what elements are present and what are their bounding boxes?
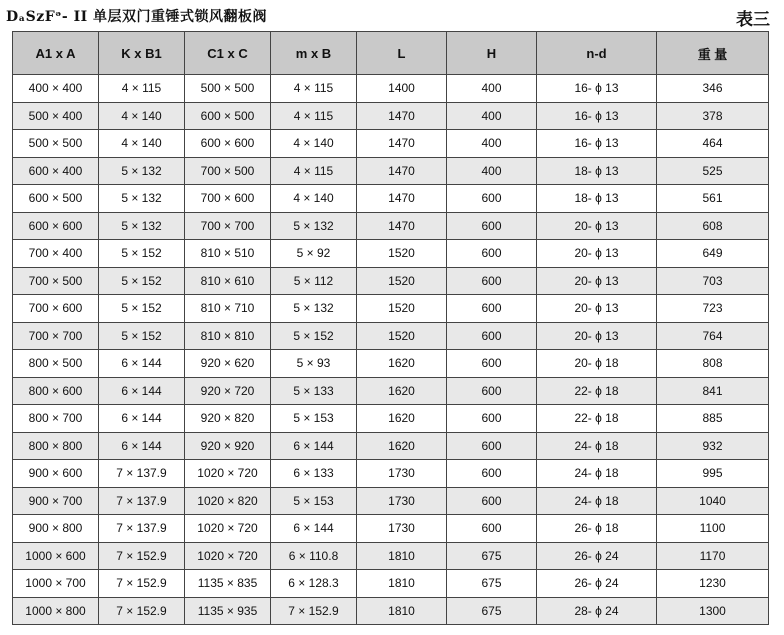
- table-cell: 500 × 500: [13, 130, 99, 158]
- table-row: [13, 240, 769, 268]
- table-cell: 5 × 112: [271, 267, 357, 295]
- table-cell: 1020 × 720: [185, 515, 271, 543]
- table-cell: 5 × 152: [99, 267, 185, 295]
- table-cell: 1135 × 835: [185, 570, 271, 598]
- table-cell: 4 × 140: [99, 130, 185, 158]
- table-row: [13, 487, 769, 515]
- table-cell: 800 × 500: [13, 350, 99, 378]
- table-cell: 841: [657, 377, 769, 405]
- table-cell: 1620: [357, 432, 447, 460]
- table-cell: 920 × 720: [185, 377, 271, 405]
- table-cell: 920 × 820: [185, 405, 271, 433]
- table-cell: 1620: [357, 350, 447, 378]
- table-cell: 1520: [357, 322, 447, 350]
- table-cell: 1100: [657, 515, 769, 543]
- table-row: [13, 130, 769, 158]
- table-cell: 995: [657, 460, 769, 488]
- table-cell: 800 × 600: [13, 377, 99, 405]
- table-cell: 1040: [657, 487, 769, 515]
- table-cell: 1810: [357, 597, 447, 625]
- table-row: [13, 75, 769, 103]
- table-cell: 5 × 133: [271, 377, 357, 405]
- table-cell: 703: [657, 267, 769, 295]
- table-cell: 1520: [357, 267, 447, 295]
- table-cell: 932: [657, 432, 769, 460]
- table-cell: 464: [657, 130, 769, 158]
- table-cell: 5 × 153: [271, 405, 357, 433]
- table-cell: 1470: [357, 157, 447, 185]
- table-cell: 1020 × 820: [185, 487, 271, 515]
- table-cell: 600: [447, 240, 537, 268]
- table-cell: 24- ϕ 18: [537, 460, 657, 488]
- table-row: [13, 570, 769, 598]
- table-cell: 900 × 700: [13, 487, 99, 515]
- table-row: [13, 212, 769, 240]
- table-cell: 900 × 800: [13, 515, 99, 543]
- table-cell: 600 × 600: [13, 212, 99, 240]
- table-cell: 1000 × 700: [13, 570, 99, 598]
- table-cell: 1620: [357, 377, 447, 405]
- table-cell: 6 × 128.3: [271, 570, 357, 598]
- table-cell: 5 × 132: [271, 295, 357, 323]
- table-cell: 600 × 500: [13, 185, 99, 213]
- table-cell: 22- ϕ 18: [537, 377, 657, 405]
- table-cell: 18- ϕ 13: [537, 157, 657, 185]
- table-cell: 900 × 600: [13, 460, 99, 488]
- table-cell: 1730: [357, 460, 447, 488]
- table-row: [13, 157, 769, 185]
- table-cell: 378: [657, 102, 769, 130]
- table-cell: 1400: [357, 75, 447, 103]
- table-cell: 5 × 93: [271, 350, 357, 378]
- table-cell: 5 × 92: [271, 240, 357, 268]
- table-cell: 5 × 132: [271, 212, 357, 240]
- table-row: [13, 405, 769, 433]
- table-row: [13, 432, 769, 460]
- table-cell: 810 × 610: [185, 267, 271, 295]
- table-cell: 4 × 115: [271, 157, 357, 185]
- table-cell: 800 × 800: [13, 432, 99, 460]
- table-cell: 500 × 500: [185, 75, 271, 103]
- table-cell: 26- ϕ 24: [537, 542, 657, 570]
- table-cell: 24- ϕ 18: [537, 432, 657, 460]
- table-cell: 600: [447, 350, 537, 378]
- table-cell: 4 × 140: [271, 185, 357, 213]
- table-cell: 675: [447, 542, 537, 570]
- table-cell: 649: [657, 240, 769, 268]
- table-row: [13, 515, 769, 543]
- table-cell: 600: [447, 515, 537, 543]
- table-cell: 6 × 144: [271, 432, 357, 460]
- table-cell: 810 × 710: [185, 295, 271, 323]
- table-cell: 6 × 144: [99, 377, 185, 405]
- table-cell: 7 × 152.9: [99, 570, 185, 598]
- table-cell: 600: [447, 377, 537, 405]
- table-cell: 1020 × 720: [185, 460, 271, 488]
- table-cell: 5 × 152: [99, 295, 185, 323]
- table-cell: 4 × 140: [271, 130, 357, 158]
- table-cell: 6 × 133: [271, 460, 357, 488]
- table-cell: 4 × 115: [271, 75, 357, 103]
- table-cell: 561: [657, 185, 769, 213]
- table-cell: 22- ϕ 18: [537, 405, 657, 433]
- table-cell: 7 × 137.9: [99, 460, 185, 488]
- table-cell: 5 × 152: [271, 322, 357, 350]
- table-cell: 18- ϕ 13: [537, 185, 657, 213]
- table-cell: 764: [657, 322, 769, 350]
- table-cell: 26- ϕ 24: [537, 570, 657, 598]
- table-cell: 600 × 500: [185, 102, 271, 130]
- table-row: [13, 350, 769, 378]
- table-cell: 28- ϕ 24: [537, 597, 657, 625]
- table-cell: 700 × 600: [13, 295, 99, 323]
- table-cell: 600: [447, 487, 537, 515]
- table-cell: 1470: [357, 130, 447, 158]
- table-cell: 5 × 132: [99, 185, 185, 213]
- table-cell: 1300: [657, 597, 769, 625]
- table-cell: 20- ϕ 13: [537, 322, 657, 350]
- column-header: C1 x C: [185, 32, 271, 75]
- table-cell: 810 × 510: [185, 240, 271, 268]
- table-cell: 600: [447, 185, 537, 213]
- table-cell: 16- ϕ 13: [537, 130, 657, 158]
- table-cell: 600 × 600: [185, 130, 271, 158]
- table-cell: 700 × 400: [13, 240, 99, 268]
- table-cell: 700 × 700: [185, 212, 271, 240]
- table-header: [13, 32, 769, 75]
- table-cell: 5 × 153: [271, 487, 357, 515]
- table-cell: 1520: [357, 240, 447, 268]
- table-cell: 1520: [357, 295, 447, 323]
- spec-table: [12, 31, 769, 625]
- table-cell: 400: [447, 102, 537, 130]
- table-cell: 1730: [357, 487, 447, 515]
- table-cell: 920 × 620: [185, 350, 271, 378]
- table-row: [13, 322, 769, 350]
- column-header: L: [357, 32, 447, 75]
- table-cell: 500 × 400: [13, 102, 99, 130]
- table-cell: 6 × 144: [99, 432, 185, 460]
- table-cell: 20- ϕ 13: [537, 267, 657, 295]
- column-header: 重 量: [657, 32, 769, 75]
- table-cell: 675: [447, 597, 537, 625]
- column-header: m x B: [271, 32, 357, 75]
- table-cell: 4 × 140: [99, 102, 185, 130]
- table-cell: 808: [657, 350, 769, 378]
- table-cell: 1135 × 935: [185, 597, 271, 625]
- table-row: [13, 542, 769, 570]
- table-cell: 675: [447, 570, 537, 598]
- table-cell: 600 × 400: [13, 157, 99, 185]
- table-cell: 700 × 600: [185, 185, 271, 213]
- table-cell: 1470: [357, 102, 447, 130]
- table-cell: 700 × 700: [13, 322, 99, 350]
- table-cell: 1000 × 600: [13, 542, 99, 570]
- table-cell: 20- ϕ 13: [537, 295, 657, 323]
- table-cell: 26- ϕ 18: [537, 515, 657, 543]
- table-row: [13, 267, 769, 295]
- table-cell: 346: [657, 75, 769, 103]
- table-cell: 5 × 152: [99, 240, 185, 268]
- table-row: [13, 295, 769, 323]
- column-header: n-d: [537, 32, 657, 75]
- table-cell: 700 × 500: [13, 267, 99, 295]
- table-cell: 5 × 132: [99, 212, 185, 240]
- table-cell: 600: [447, 212, 537, 240]
- table-cell: 7 × 152.9: [99, 542, 185, 570]
- table-cell: 20- ϕ 13: [537, 212, 657, 240]
- table-cell: 1470: [357, 212, 447, 240]
- table-cell: 1170: [657, 542, 769, 570]
- table-cell: 1020 × 720: [185, 542, 271, 570]
- table-row: [13, 597, 769, 625]
- table-cell: 24- ϕ 18: [537, 487, 657, 515]
- table-cell: 6 × 144: [99, 405, 185, 433]
- table-cell: 7 × 137.9: [99, 487, 185, 515]
- table-cell: 1620: [357, 405, 447, 433]
- table-cell: 6 × 144: [271, 515, 357, 543]
- table-cell: 1810: [357, 570, 447, 598]
- table-cell: 400: [447, 130, 537, 158]
- table-cell: 1470: [357, 185, 447, 213]
- table-cell: 7 × 152.9: [99, 597, 185, 625]
- table-cell: 16- ϕ 13: [537, 75, 657, 103]
- table-cell: 920 × 920: [185, 432, 271, 460]
- table-cell: 400 × 400: [13, 75, 99, 103]
- table-cell: 800 × 700: [13, 405, 99, 433]
- header-row: [13, 32, 769, 75]
- table-cell: 600: [447, 432, 537, 460]
- table-cell: 700 × 500: [185, 157, 271, 185]
- table-cell: 6 × 144: [99, 350, 185, 378]
- table-cell: 6 × 110.8: [271, 542, 357, 570]
- table-cell: 885: [657, 405, 769, 433]
- table-number: 表三: [736, 10, 770, 30]
- table-cell: 1810: [357, 542, 447, 570]
- table-row: [13, 460, 769, 488]
- table-cell: 4 × 115: [271, 102, 357, 130]
- table-cell: 600: [447, 405, 537, 433]
- table-cell: 7 × 137.9: [99, 515, 185, 543]
- table-row: [13, 377, 769, 405]
- table-cell: 600: [447, 267, 537, 295]
- table-cell: 400: [447, 75, 537, 103]
- table-cell: 1230: [657, 570, 769, 598]
- column-header: H: [447, 32, 537, 75]
- table-cell: 4 × 115: [99, 75, 185, 103]
- table-cell: 400: [447, 157, 537, 185]
- table-row: [13, 102, 769, 130]
- table-cell: 7 × 152.9: [271, 597, 357, 625]
- table-cell: 723: [657, 295, 769, 323]
- table-cell: 608: [657, 212, 769, 240]
- table-cell: 16- ϕ 13: [537, 102, 657, 130]
- table-cell: 525: [657, 157, 769, 185]
- table-cell: 810 × 810: [185, 322, 271, 350]
- table-cell: 5 × 152: [99, 322, 185, 350]
- table-cell: 600: [447, 322, 537, 350]
- table-cell: 1000 × 800: [13, 597, 99, 625]
- table-cell: 20- ϕ 18: [537, 350, 657, 378]
- table-cell: 20- ϕ 13: [537, 240, 657, 268]
- table-cell: 5 × 132: [99, 157, 185, 185]
- table-cell: 1730: [357, 515, 447, 543]
- column-header: K x B1: [99, 32, 185, 75]
- table-row: [13, 185, 769, 213]
- column-header: A1 x A: [13, 32, 99, 75]
- table-body: [13, 75, 769, 625]
- table-cell: 600: [447, 460, 537, 488]
- document-title: DₐSzFᵊ- II 单层双门重锤式锁风翻板阀: [6, 9, 268, 25]
- table-cell: 600: [447, 295, 537, 323]
